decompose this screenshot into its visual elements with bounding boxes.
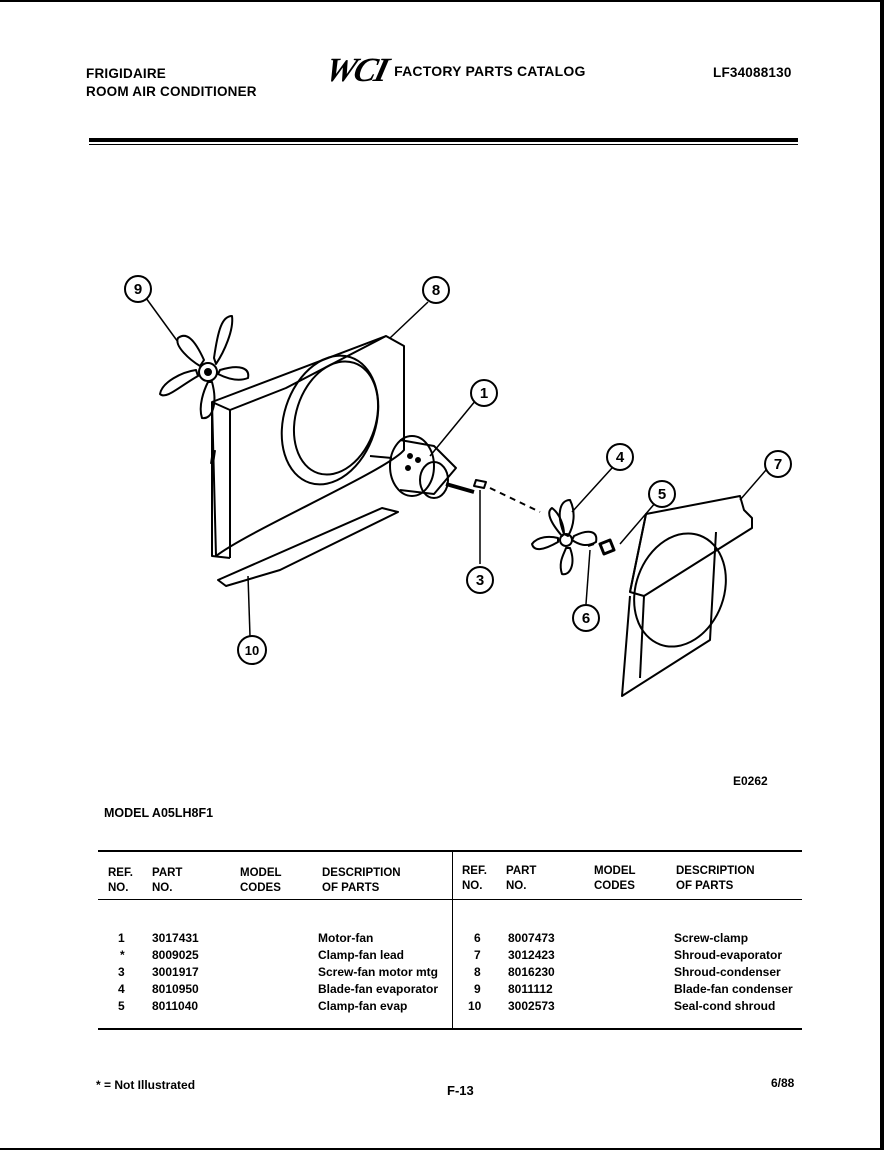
svg-text:10: 10 [244,643,260,658]
condenser-fan-blade-illustration [160,316,248,418]
table-row-left-0-ref: 1 [118,931,125,945]
table-row-right-1-ref: 7 [474,948,481,962]
table-row-left-4-desc: Clamp-fan evap [318,999,408,1013]
model-label: MODEL A05LH8F1 [104,806,214,820]
catalog-date: 6/88 [771,1076,795,1090]
table-row-left-3-part: 8010950 [152,982,199,996]
table-row-left-1-part: 8009025 [152,948,199,962]
callout-4 [607,444,633,470]
svg-text:5: 5 [657,486,667,503]
table-row-right-0-ref: 6 [474,931,481,945]
table-row-left-2-part: 3001917 [152,965,199,979]
callout-5 [649,481,675,507]
table-row-right-4-ref: 10 [468,999,482,1013]
table-row-left-4-part: 8011040 [152,999,199,1013]
table-row-left-1-desc: Clamp-fan lead [318,948,405,962]
callout-9 [125,276,151,302]
table-top-rule [98,850,802,852]
product-line: ROOM AIR CONDITIONER [86,84,257,99]
svg-text:7: 7 [773,456,783,473]
header-part-right: PART NO. [506,865,537,892]
diagram-code: E0262 [733,774,768,788]
fan-clamp-illustration [600,540,614,554]
table-row-right-1-part: 3012423 [508,948,555,962]
table-row-left-3-desc: Blade-fan evaporator [318,982,439,996]
header-rule [89,138,798,142]
table-divider [452,852,453,1028]
parts-table [98,850,802,1030]
svg-text:6: 6 [581,610,591,627]
header-part-left: PART NO. [152,867,183,894]
table-row-right-3-desc: Blade-fan condenser [674,982,793,996]
header-model-right: MODEL CODES [594,865,636,892]
table-row-left-2-desc: Screw-fan motor mtg [318,965,439,979]
catalog-heading [321,52,586,89]
callout-7 [765,451,791,477]
table-row-left-3-ref: 4 [118,982,125,996]
brand-block [86,65,257,101]
motor-screw-illustration [474,480,486,488]
header-desc-left: DESCRIPTION OF PARTS [322,867,401,894]
page-number: F-13 [447,1083,474,1098]
svg-text:8: 8 [431,282,441,299]
table-row-left-0-desc: Motor-fan [318,931,374,945]
table-row-right-3-part: 8011112 [508,982,553,996]
table-row-right-1-desc: Shroud-evaporator [674,948,783,962]
table-row-right-2-ref: 8 [474,965,481,979]
not-illustrated-note: * = Not Illustrated [96,1078,196,1092]
table-bottom-rule [98,1028,802,1030]
table-header-rule [98,899,802,900]
callout-3 [467,567,493,593]
table-row-right-4-desc: Seal-cond shroud [674,999,776,1013]
header-ref-right: REF. NO. [462,865,487,892]
table-row-left-4-ref: 5 [118,999,125,1013]
table-row-right-3-ref: 9 [474,982,481,996]
evaporator-shroud-illustration [619,496,752,696]
wci-logo: WCI [321,52,391,89]
table-row-left-2-ref: 3 [118,965,125,979]
catalog-number: LF34088130 [713,65,792,80]
svg-text:1: 1 [479,385,489,402]
exploded-parts-diagram [100,260,820,730]
svg-text:3: 3 [475,572,485,589]
table-row-right-4-part: 3002573 [508,999,555,1013]
seal-illustration [218,508,398,586]
table-row-right-2-part: 8016230 [508,965,555,979]
fan-motor-illustration [370,436,474,498]
svg-text:9: 9 [133,281,143,298]
callout-10 [238,636,266,664]
callout-6 [573,605,599,631]
table-row-right-2-desc: Shroud-condenser [674,965,781,979]
catalog-title: FACTORY PARTS CATALOG [394,63,586,79]
header-model-left: MODEL CODES [240,867,282,894]
table-row-right-0-desc: Screw-clamp [674,931,749,945]
table-row-left-0-part: 3017431 [152,931,199,945]
svg-text:4: 4 [615,449,625,466]
brand-name: FRIGIDAIRE [86,66,167,81]
callout-8 [423,277,449,303]
callout-1 [471,380,497,406]
header-ref-left: REF. NO. [108,867,133,894]
header-desc-right: DESCRIPTION OF PARTS [676,865,755,892]
table-row-left-1-ref: * [120,948,125,962]
condenser-shroud-illustration [212,336,404,558]
header-rule-thin [89,144,798,145]
table-row-right-0-part: 8007473 [508,931,555,945]
evaporator-fan-blade-illustration [532,500,596,574]
